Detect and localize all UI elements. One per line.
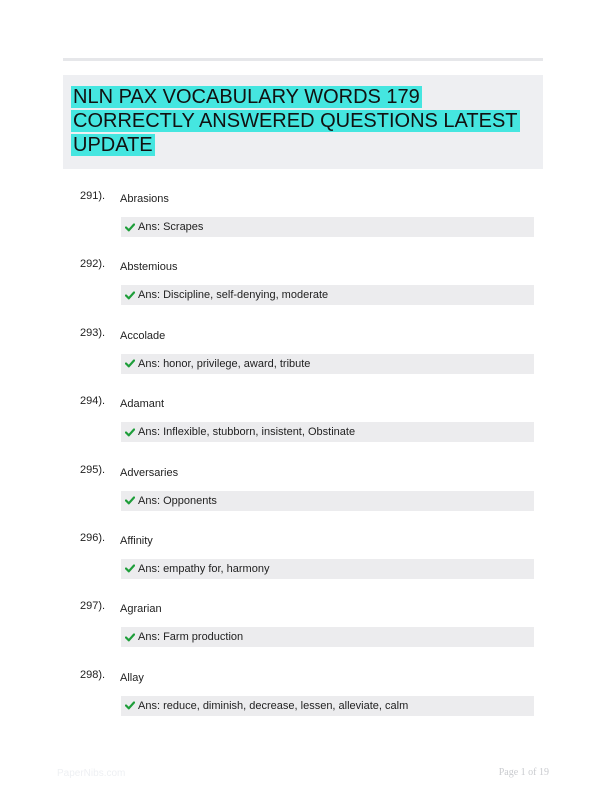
list-item: [0, 532, 606, 600]
answer-box: [121, 354, 534, 374]
question-number: 296).: [80, 531, 106, 544]
answer-box: [121, 627, 534, 647]
answer-text: Ans: reduce, diminish, decrease, lessen, alleviate, calm: [138, 699, 409, 712]
answer-text: Ans: honor, privilege, award, tribute: [138, 357, 311, 370]
footer-site-watermark: PaperNibs.com: [57, 768, 126, 779]
check-icon: [125, 701, 135, 711]
question-term: Allay: [120, 671, 144, 684]
question-term: Abrasions: [120, 193, 169, 205]
check-icon: [125, 564, 135, 574]
list-item: [0, 190, 606, 258]
list-item: [0, 327, 606, 395]
question-term: Adversaries: [120, 466, 179, 479]
answer-text: Ans: Opponents: [138, 494, 217, 507]
question-term: Adamant: [120, 398, 165, 411]
answer-text: Ans: Discipline, self-denying, moderate: [138, 289, 329, 302]
list-item: [0, 395, 606, 463]
question-number: 291).: [80, 190, 106, 202]
answer-box: [121, 491, 534, 511]
question-term: Affinity: [120, 534, 153, 547]
question-list: [0, 190, 606, 737]
answer-text: Ans: Farm production: [138, 631, 244, 644]
answer-box: [121, 696, 534, 716]
check-icon: [125, 427, 135, 437]
list-item: [0, 258, 606, 326]
answer-box: [121, 285, 534, 305]
check-icon: [125, 222, 135, 232]
question-number: 293).: [80, 326, 106, 339]
answer-text: Ans: Inflexible, stubborn, insistent, Obstinate: [138, 426, 356, 439]
question-term: Accolade: [120, 329, 166, 342]
question-number: 295).: [80, 463, 106, 476]
check-icon: [125, 632, 135, 642]
top-divider: [63, 58, 543, 61]
answer-box: [121, 559, 534, 579]
list-item: [0, 669, 606, 737]
list-item: [0, 464, 606, 532]
answer-text: Ans: Scrapes: [138, 221, 204, 233]
question-number: 298).: [80, 668, 106, 681]
check-icon: [125, 496, 135, 506]
answer-box: [121, 217, 534, 237]
page-number: Page 1 of 19: [498, 767, 549, 778]
check-icon: [125, 290, 135, 300]
question-term: Abstemious: [120, 261, 178, 274]
answer-text: Ans: empathy for, harmony: [138, 562, 270, 575]
question-term: Agrarian: [120, 603, 162, 616]
title-block: [63, 75, 543, 169]
question-number: 297).: [80, 600, 106, 613]
question-number: 292).: [80, 258, 106, 271]
document-title: NLN PAX VOCABULARY WORDS 179 CORRECTLY ANSWERED QUESTIONS LATEST UPDATE: [73, 86, 518, 156]
question-number: 294).: [80, 395, 106, 408]
check-icon: [125, 359, 135, 369]
answer-box: [121, 422, 534, 442]
list-item: [0, 600, 606, 668]
